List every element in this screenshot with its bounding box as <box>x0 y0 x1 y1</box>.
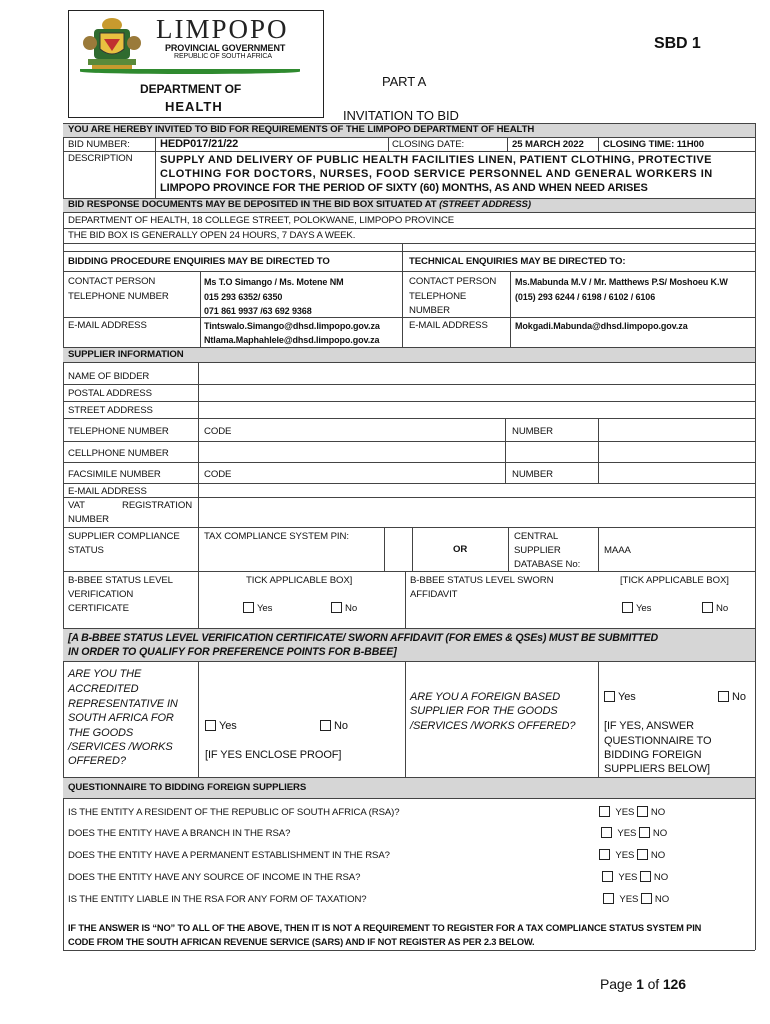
logo-country: REPUBLIC OF SOUTH AFRICA <box>174 53 272 60</box>
fax-number-sublabel: NUMBER <box>512 469 553 480</box>
form-right-border <box>755 123 756 950</box>
sworn-affidavit-yes[interactable] <box>622 602 651 615</box>
bid-number-value: HEDP017/21/22 <box>160 138 239 150</box>
vline <box>598 137 599 151</box>
hline <box>63 798 755 799</box>
question-2: DOES THE ENTITY HAVE A BRANCH IN THE RSA? <box>68 828 291 839</box>
department-line2: HEALTH <box>165 99 223 114</box>
closing-date-value: 25 MARCH 2022 <box>512 139 584 150</box>
vline <box>198 661 199 777</box>
compliance-status-label-2: STATUS <box>68 545 104 556</box>
checkbox-icon[interactable] <box>602 871 613 882</box>
checkbox-icon[interactable] <box>641 893 652 904</box>
hline <box>63 251 755 252</box>
yes-label: Yes <box>618 691 636 703</box>
questionnaire-footer-2: CODE FROM THE SOUTH AFRICAN REVENUE SERVICE (SARS) AND IF NOT REGISTER AS PER 2.3 BELOW. <box>68 937 535 947</box>
accredited-q-7: OFFERED? <box>68 755 126 767</box>
checkbox-icon[interactable] <box>604 691 615 702</box>
description-line-2: CLOTHING FOR DOCTORS, NURSES, FOOD SERVICE PERSONNEL AND GENERAL WORKERS IN <box>160 168 713 180</box>
no-label: NO <box>652 828 668 839</box>
question-1-answer[interactable] <box>599 806 665 819</box>
hline <box>63 628 755 629</box>
cellphone-number-label: CELLPHONE NUMBER <box>68 448 169 459</box>
foreign-note-3: BIDDING FOREIGN <box>604 749 702 761</box>
closing-time: CLOSING TIME: 11H00 <box>603 139 704 150</box>
checkbox-icon[interactable] <box>320 720 331 731</box>
hline <box>63 527 755 528</box>
bid-box-hours: THE BID BOX IS GENERALLY OPEN 24 HOURS, 7 DAYS A WEEK. <box>68 230 356 241</box>
vline <box>405 571 406 628</box>
foreign-note-1: [IF YES, ANSWER <box>604 720 694 732</box>
checkbox-icon[interactable] <box>637 806 648 817</box>
yes-label: YES <box>617 828 637 839</box>
yes-label: Yes <box>219 720 237 732</box>
question-2-answer[interactable] <box>601 827 667 840</box>
no-label: No <box>716 603 729 614</box>
postal-address-field[interactable] <box>199 385 754 401</box>
question-5: IS THE ENTITY LIABLE IN THE RSA FOR ANY FORM OF TAXATION? <box>68 894 367 905</box>
page-of: of <box>643 976 663 992</box>
foreign-q-2: SUPPLIER FOR THE GOODS <box>410 705 558 717</box>
no-label: NO <box>654 894 670 905</box>
hline <box>63 347 755 348</box>
bid-box-address: DEPARTMENT OF HEALTH, 18 COLLEGE STREET, POLOKWANE, LIMPOPO PROVINCE <box>68 215 455 226</box>
vline <box>402 243 403 347</box>
hline <box>63 777 755 778</box>
checkbox-icon[interactable] <box>205 720 216 731</box>
vat-number-field[interactable] <box>199 498 754 527</box>
page-total: 126 <box>662 976 686 992</box>
vline <box>510 271 511 347</box>
proc-email-2[interactable]: Ntlama.Maphahlele@dhsd.limpopo.gov.za <box>204 335 380 345</box>
fax-number-field[interactable] <box>599 463 754 483</box>
hline <box>63 243 755 244</box>
invite-banner: YOU ARE HEREBY INVITED TO BID FOR REQUIREMENTS OF THE LIMPOPO DEPARTMENT OF HEALTH <box>68 124 535 135</box>
questionnaire-footer-1: IF THE ANSWER IS “NO” TO ALL OF THE ABOVE, THEN IT IS NOT A REQUIREMENT TO REGISTER FOR A TAX COMPLIANCE STATUS SYSTEM PIN <box>68 923 702 933</box>
sworn-affidavit-label-2: AFFIDAVIT <box>410 589 458 600</box>
proc-phone-2: 071 861 9937 /63 692 9368 <box>204 306 312 316</box>
hline <box>63 228 755 229</box>
bbbee-notice-line-2: IN ORDER TO QUALIFY FOR PREFERENCE POINTS FOR B-BBEE] <box>68 646 397 658</box>
accredited-q-1: ARE YOU THE <box>68 668 142 680</box>
vline <box>155 137 156 198</box>
bid-box-banner-italic: (STREET ADDRESS) <box>439 199 531 210</box>
enclose-proof-note: [IF YES ENCLOSE PROOF] <box>205 749 342 761</box>
sworn-affidavit-label-1: B-BBEE STATUS LEVEL SWORN <box>410 575 554 586</box>
telephone-code-label: CODE <box>204 426 232 437</box>
vline <box>405 661 406 777</box>
telephone-number-field[interactable] <box>599 419 754 441</box>
yes-label: YES <box>615 850 635 861</box>
yes-label: Yes <box>636 603 652 614</box>
street-address-label: STREET ADDRESS <box>68 405 153 416</box>
tick-box-label-2: [TICK APPLICABLE BOX] <box>620 575 729 586</box>
tech-telephone-label-2: NUMBER <box>409 305 450 316</box>
foreign-yes[interactable] <box>604 690 636 704</box>
checkbox-icon[interactable] <box>718 691 729 702</box>
accredited-q-6: /SERVICES /WORKS <box>68 741 173 753</box>
hline <box>63 571 755 572</box>
vline <box>200 271 201 347</box>
bbbee-cert-yes[interactable] <box>243 602 272 615</box>
checkbox-icon[interactable] <box>639 827 650 838</box>
supplier-info-header: SUPPLIER INFORMATION <box>68 349 184 360</box>
vline <box>508 527 509 571</box>
proc-contact-value: Ms T.O Simango / Ms. Motene NM <box>204 277 344 287</box>
logo-title: LIMPOPO <box>156 14 289 44</box>
page-current: 1 <box>636 976 644 992</box>
proc-contact-label: CONTACT PERSON <box>68 276 156 287</box>
supplier-email-field[interactable] <box>199 484 754 497</box>
bid-box-banner-text: BID RESPONSE DOCUMENTS MAY BE DEPOSITED IN THE BID BOX SITUATED AT <box>68 199 440 210</box>
sbd-label: SBD 1 <box>654 35 701 52</box>
bbbee-cert-label-1: B-BBEE STATUS LEVEL <box>68 575 173 586</box>
coat-of-arms-logo <box>80 13 144 73</box>
checkbox-icon[interactable] <box>331 602 342 613</box>
bbbee-cert-label-3: CERTIFICATE <box>68 603 129 614</box>
tech-phone-value: (015) 293 6244 / 6198 / 6102 / 6106 <box>515 292 656 302</box>
proc-telephone-label: TELEPHONE NUMBER <box>68 291 169 302</box>
no-label: No <box>345 603 358 614</box>
bbbee-cert-no[interactable] <box>331 602 357 615</box>
maaa-prefix: MAAA <box>604 545 631 556</box>
accredited-q-4: SOUTH AFRICA FOR <box>68 712 174 724</box>
question-3-answer[interactable] <box>599 849 665 862</box>
telephone-number-label: TELEPHONE NUMBER <box>68 426 169 437</box>
question-4-answer[interactable] <box>602 871 668 884</box>
postal-address-label: POSTAL ADDRESS <box>68 388 152 399</box>
checkbox-icon[interactable] <box>243 602 254 613</box>
bid-box-banner <box>68 199 531 211</box>
accredited-q-5: THE GOODS <box>68 727 134 739</box>
csd-label-1: CENTRAL <box>514 531 559 542</box>
proc-email-label: E-MAIL ADDRESS <box>68 320 147 331</box>
sworn-affidavit-no[interactable] <box>702 602 728 615</box>
cellphone-number-field[interactable] <box>199 442 754 462</box>
foreign-q-1: ARE YOU A FOREIGN BASED <box>410 691 561 703</box>
yes-label: Yes <box>257 603 273 614</box>
no-label: NO <box>650 807 666 818</box>
foreign-note-4: SUPPLIERS BELOW] <box>604 763 710 775</box>
question-5-answer[interactable] <box>603 893 669 906</box>
hline <box>63 212 755 213</box>
no-label: NO <box>650 850 666 861</box>
vat-label-c: NUMBER <box>68 514 109 525</box>
accredited-no[interactable] <box>320 719 348 733</box>
accredited-q-2: ACCREDITED <box>68 683 139 695</box>
yes-label: YES <box>618 872 638 883</box>
hline <box>63 151 755 152</box>
vline <box>412 527 413 571</box>
checkbox-icon[interactable] <box>601 827 612 838</box>
page-number <box>600 976 686 992</box>
no-label: No <box>732 691 746 703</box>
question-1: IS THE ENTITY A RESIDENT OF THE REPUBLIC OF SOUTH AFRICA (RSA)? <box>68 807 400 818</box>
part-a-heading: PART A <box>382 74 427 89</box>
yes-label: YES <box>615 807 635 818</box>
csd-label-3: DATABASE No: <box>514 559 581 570</box>
form-left-border <box>63 123 64 950</box>
technical-enquiries-header: TECHNICAL ENQUIRIES MAY BE DIRECTED TO: <box>409 256 626 267</box>
description-line-1: SUPPLY AND DELIVERY OF PUBLIC HEALTH FACILITIES LINEN, PATIENT CLOTHING, PROTECTIVE <box>160 154 712 166</box>
vline <box>598 527 599 571</box>
telephone-number-sublabel: NUMBER <box>512 426 553 437</box>
checkbox-icon[interactable] <box>622 602 633 613</box>
hline <box>63 271 755 272</box>
name-of-bidder-label: NAME OF BIDDER <box>68 371 150 382</box>
foreign-note-2: QUESTIONNAIRE TO <box>604 735 712 747</box>
foreign-q-3: /SERVICES /WORKS OFFERED? <box>410 720 576 732</box>
fax-code-label: CODE <box>204 469 232 480</box>
vline <box>598 661 599 777</box>
tax-compliance-pin-label: TAX COMPLIANCE SYSTEM PIN: <box>204 531 349 542</box>
description-label: DESCRIPTION <box>68 153 133 164</box>
bid-number-label: BID NUMBER: <box>68 139 130 150</box>
bbbee-notice-line-1: [A B-BBEE STATUS LEVEL VERIFICATION CERTIFICATE/ SWORN AFFIDAVIT (FOR EMES & QSEs) MUST BE SUBMITTED <box>68 632 658 644</box>
description-line-3: LIMPOPO PROVINCE FOR THE PERIOD OF SIXTY (60) MONTHS, AS AND WHEN NEED ARISES <box>160 182 648 194</box>
or-label: OR <box>453 544 468 555</box>
logo-green-stripe <box>80 69 300 74</box>
checkbox-icon[interactable] <box>637 849 648 860</box>
checkbox-icon[interactable] <box>640 871 651 882</box>
compliance-status-label-1: SUPPLIER COMPLIANCE <box>68 531 180 542</box>
checkbox-icon[interactable] <box>599 806 610 817</box>
checkbox-icon[interactable] <box>603 893 614 904</box>
question-4: DOES THE ENTITY HAVE ANY SOURCE OF INCOME IN THE RSA? <box>68 872 361 883</box>
invitation-heading: INVITATION TO BID <box>343 108 459 123</box>
vline <box>507 137 508 151</box>
name-of-bidder-field[interactable] <box>199 363 754 384</box>
vline <box>388 137 389 151</box>
vline <box>384 527 385 571</box>
foreign-no[interactable] <box>718 690 746 704</box>
street-address-field[interactable] <box>199 402 754 418</box>
yes-label: YES <box>619 894 639 905</box>
csd-label-2: SUPPLIER <box>514 545 561 556</box>
proc-email-1[interactable]: Tintswalo.Simango@dhsd.limpopo.gov.za <box>204 321 380 331</box>
tech-email-value[interactable]: Mokgadi.Mabunda@dhsd.limpopo.gov.za <box>515 321 688 331</box>
department-line1: DEPARTMENT OF <box>140 82 242 96</box>
tech-email-label: E-MAIL ADDRESS <box>409 320 488 331</box>
vat-label-b: REGISTRATION <box>122 500 193 511</box>
proc-phone-1: 015 293 6352/ 6350 <box>204 292 283 302</box>
checkbox-icon[interactable] <box>702 602 713 613</box>
procedure-enquiries-header: BIDDING PROCEDURE ENQUIRIES MAY BE DIRECTED TO <box>68 256 330 267</box>
no-label: No <box>334 720 348 732</box>
accredited-yes[interactable] <box>205 719 237 733</box>
accredited-q-3: REPRESENTATIVE IN <box>68 698 178 710</box>
facsimile-number-label: FACSIMILE NUMBER <box>68 469 161 480</box>
question-3: DOES THE ENTITY HAVE A PERMANENT ESTABLISHMENT IN THE RSA? <box>68 850 390 861</box>
questionnaire-header: QUESTIONNAIRE TO BIDDING FOREIGN SUPPLIERS <box>68 782 307 793</box>
page-prefix: Page <box>600 976 637 992</box>
logo-subtitle: PROVINCIAL GOVERNMENT <box>165 43 286 53</box>
bbbee-cert-label-2: VERIFICATION <box>68 589 134 600</box>
checkbox-icon[interactable] <box>599 849 610 860</box>
no-label: NO <box>653 872 669 883</box>
hline <box>63 950 755 951</box>
hline <box>63 661 755 662</box>
vat-label-a: VAT <box>68 500 85 511</box>
hline <box>63 317 755 318</box>
tech-telephone-label-1: TELEPHONE <box>409 291 467 302</box>
supplier-email-label: E-MAIL ADDRESS <box>68 486 147 497</box>
tech-contact-label: CONTACT PERSON <box>409 276 497 287</box>
closing-date-label: CLOSING DATE: <box>392 139 465 150</box>
tech-contact-value: Ms.Mabunda M.V / Mr. Matthews P.S/ Moshoeu K.W <box>515 277 728 287</box>
tick-box-label-1: TICK APPLICABLE BOX] <box>246 575 353 586</box>
